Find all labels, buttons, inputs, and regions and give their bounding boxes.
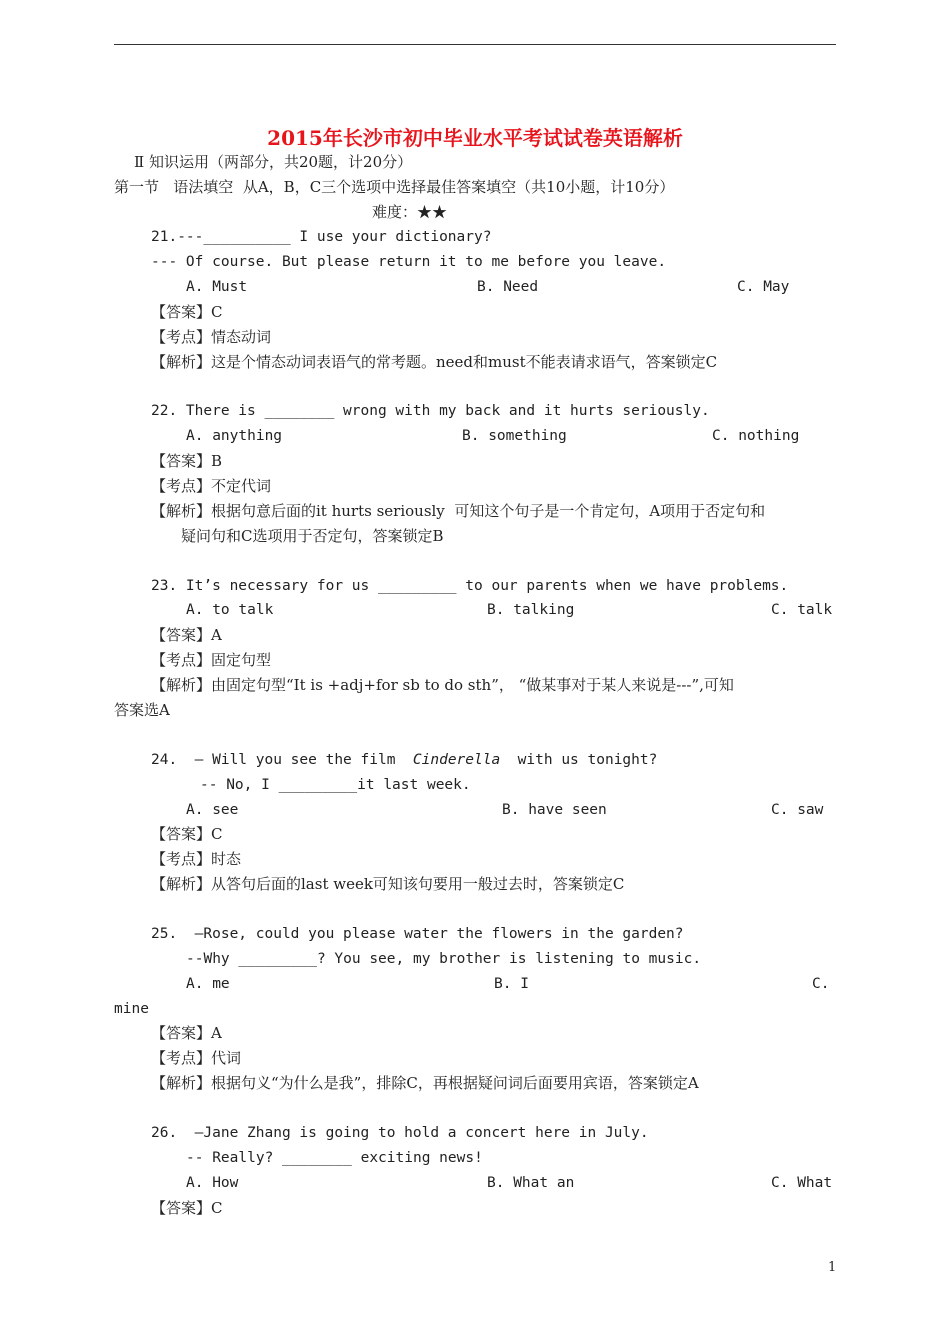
q21-analysis: 【解析】这是个情态动词表语气的常考题。need和must不能表请求语气，答案锁定C (151, 353, 718, 371)
q21-question: 21.---__________ I use your dictionary? (151, 229, 492, 245)
q22-question: 22. There is ________ wrong with my back and it hurts seriously. (151, 403, 710, 419)
q25-question: 25. –Rose, could you please water the flowers in the garden? (151, 926, 684, 942)
q26-option-b: B. What an (487, 1175, 575, 1191)
q24-analysis: 【解析】从答句后面的last week可知该句要用一般过去时，答案锁定C (151, 875, 625, 893)
q23-option-b: B. talking (487, 602, 575, 618)
q24-option-c: C. saw (771, 802, 824, 818)
q23-point: 【考点】固定句型 (151, 651, 272, 669)
q22-answer: 【答案】B (151, 452, 223, 470)
q25-response: --Why _________? You see, my brother is listening to music. (186, 951, 702, 967)
section-heading: Ⅱ 知识运用（两部分，共20题，计20分） (134, 153, 413, 171)
q22-option-b: B. something (462, 428, 567, 444)
q24-point: 【考点】时态 (151, 850, 242, 868)
q24-option-b: B. have seen (502, 802, 607, 818)
q25-option-b: B. I (494, 976, 529, 992)
q24-film-title: Cinderella (412, 752, 501, 768)
q25-answer: 【答案】A (151, 1024, 222, 1042)
q26-option-c: C. What (771, 1175, 833, 1191)
q25-option-c: C. (812, 976, 830, 992)
q21-point: 【考点】情态动词 (151, 328, 272, 346)
q26-response: -- Really? ________ exciting news! (186, 1150, 483, 1166)
q22-point: 【考点】不定代词 (151, 477, 272, 495)
q26-question: 26. –Jane Zhang is going to hold a concert here in July. (151, 1125, 649, 1141)
q25-option-a: A. me (186, 976, 230, 992)
q24-option-a: A. see (186, 802, 239, 818)
page-number: 1 (828, 1260, 837, 1275)
q21-response: --- Of course. But please return it to me before you leave. (151, 254, 667, 270)
difficulty-stars: ★★ (417, 203, 448, 221)
q21-answer: 【答案】C (151, 303, 223, 321)
q26-answer: 【答案】C (151, 1199, 223, 1217)
q23-option-a: A. to talk (186, 602, 274, 618)
q22-option-a: A. anything (186, 428, 283, 444)
q22-option-c: C. nothing (712, 428, 800, 444)
q26-option-a: A. How (186, 1175, 239, 1191)
q21-option-a: A. Must (186, 279, 248, 295)
q22-analysis-line2: 疑问句和C选项用于否定句，答案锁定B (181, 527, 444, 545)
q24-answer: 【答案】C (151, 825, 223, 843)
q21-option-b: B. Need (477, 279, 539, 295)
difficulty-label: 难度： (372, 203, 418, 221)
q21-option-c: C. May (737, 279, 790, 295)
header-rule (114, 44, 836, 45)
q23-question: 23. It’s necessary for us _________ to our parents when we have problems. (151, 578, 789, 594)
q23-analysis-line1: 【解析】由固定句型“It is +adj+for sb to do sth”， “做某事对于某人来说是---”,可知 (151, 676, 734, 694)
q24-response: -- No, I _________it last week. (200, 777, 471, 793)
page-title: 2015年长沙市初中毕业水平考试试卷英语解析 (267, 126, 683, 150)
q22-analysis-line1: 【解析】根据句意后面的it hurts seriously 可知这个句子是一个肯定句，A项用于否定句和 (151, 502, 766, 520)
q23-analysis-line2: 答案选A (114, 701, 170, 719)
q25-option-c-text: mine (114, 1001, 149, 1017)
q23-answer: 【答案】A (151, 626, 222, 644)
q25-point: 【考点】代词 (151, 1049, 242, 1067)
q25-analysis: 【解析】根据句义“为什么是我”，排除C，再根据疑问词后面要用宾语，答案锁定A (151, 1074, 699, 1092)
q24-question-start: 24. – Will you see the film (151, 752, 413, 768)
subsection-heading: 第一节 语法填空 从A，B，C三个选项中选择最佳答案填空（共10小题，计10分） (114, 178, 675, 196)
q23-option-c: C. talk (771, 602, 833, 618)
difficulty (372, 202, 447, 222)
q24-question (151, 750, 657, 770)
q24-question-end: with us tonight? (500, 752, 658, 768)
